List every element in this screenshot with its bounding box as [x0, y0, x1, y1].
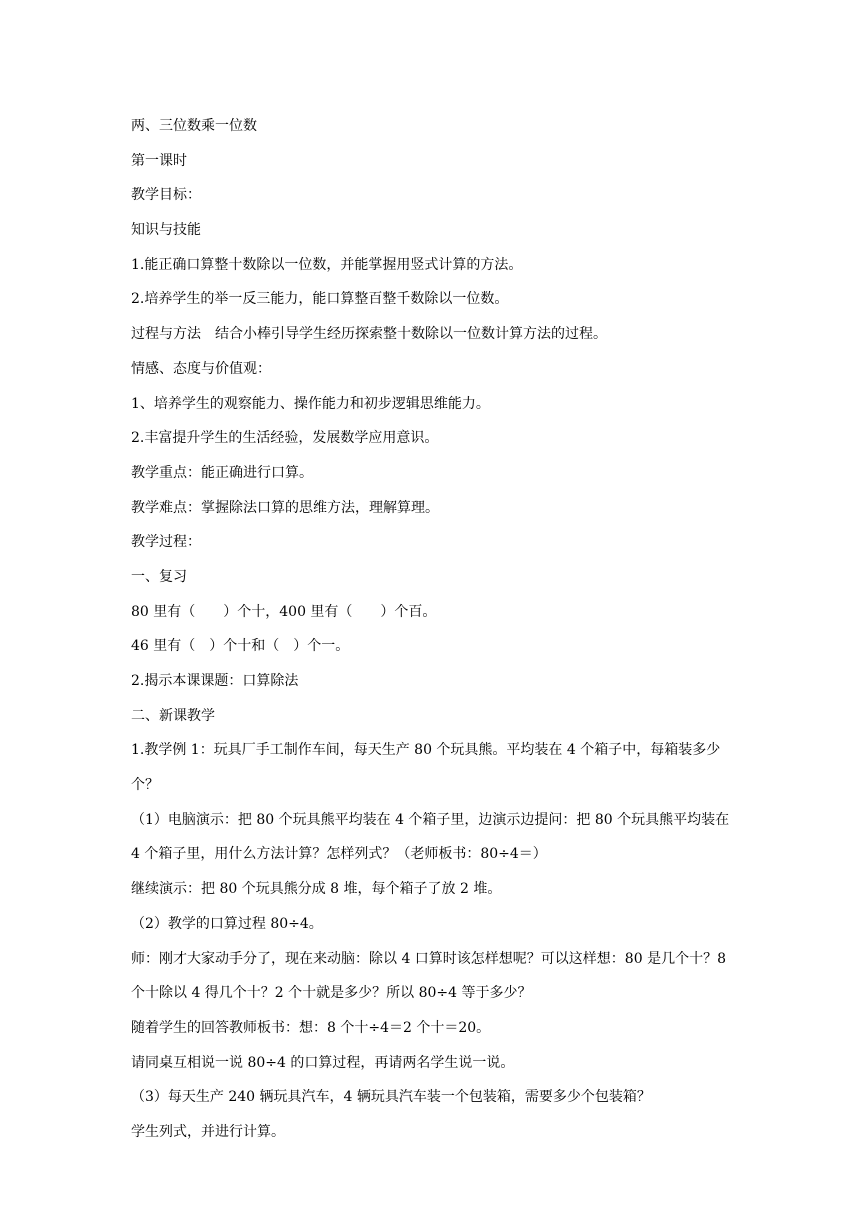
paragraph: 1、培养学生的观察能力、操作能力和初步逻辑思维能力。	[131, 395, 490, 412]
paragraph: 过程与方法 结合小棒引导学生经历探索整十数除以一位数计算方法的过程。	[131, 326, 607, 343]
lesson-title: 第一课时	[131, 152, 187, 169]
section-heading: 教学目标：	[131, 187, 201, 204]
paragraph: 请同桌互相说一说 80÷4 的口算过程，再请两名学生说一说。	[131, 1054, 515, 1071]
paragraph: （1）电脑演示：把 80 个玩具熊平均装在 4 个箱子里，边演示边提问：把 80 个玩具熊平均装在 4 个箱子里，用什么方法计算？怎样列式？（老师板书：80÷4＝）	[131, 811, 730, 863]
paragraph: 1.能正确口算整十数除以一位数，并能掌握用竖式计算的方法。	[131, 256, 523, 273]
paragraph: 教学重点：能正确进行口算。	[131, 464, 313, 481]
section-heading: 二、新课教学	[131, 707, 215, 724]
paragraph: 2.培养学生的举一反三能力，能口算整百整千数除以一位数。	[131, 291, 509, 308]
paragraph: 2.揭示本课课题：口算除法	[131, 673, 299, 689]
section-heading: 一、复习	[131, 568, 187, 585]
subsection-heading: 知识与技能	[131, 222, 201, 239]
paragraph: 2.丰富提升学生的生活经验，发展数学应用意识。	[131, 430, 439, 447]
chapter-title: 两、三位数乘一位数	[131, 118, 257, 134]
paragraph: 师：刚才大家动手分了，现在来动脑：除以 4 口算时该怎样想呢？可以这样想：80 是几个十？8 个十除以 4 得几个十？2 个十就是多少？所以 80÷4 等于多少？	[131, 950, 726, 1002]
paragraph: 46 里有（ ）个十和（ ）个一。	[131, 638, 350, 655]
paragraph: 随着学生的回答教师板书：想：8 个十÷4＝2 个十＝20。	[131, 1019, 491, 1036]
document-body	[131, 109, 736, 1150]
paragraph: 1.教学例 1：玩具厂手工制作车间，每天生产 80 个玩具熊。平均装在 4 个箱子中，每箱装多少个？	[131, 742, 721, 794]
paragraph: 80 里有（ ）个十，400 里有（ ）个百。	[131, 603, 437, 620]
paragraph: 教学难点：掌握除法口算的思维方法，理解算理。	[131, 499, 439, 516]
subsection-heading: 情感、态度与价值观：	[131, 360, 271, 377]
paragraph: （3）每天生产 240 辆玩具汽车，4 辆玩具汽车装一个包装箱，需要多少个包装箱？	[131, 1089, 651, 1106]
section-heading: 教学过程：	[131, 534, 201, 551]
paragraph: （2）教学的口算过程 80÷4。	[131, 915, 323, 932]
paragraph: 继续演示：把 80 个玩具熊分成 8 堆，每个箱子了放 2 堆。	[131, 881, 502, 898]
paragraph: 学生列式，并进行计算。	[131, 1124, 285, 1141]
